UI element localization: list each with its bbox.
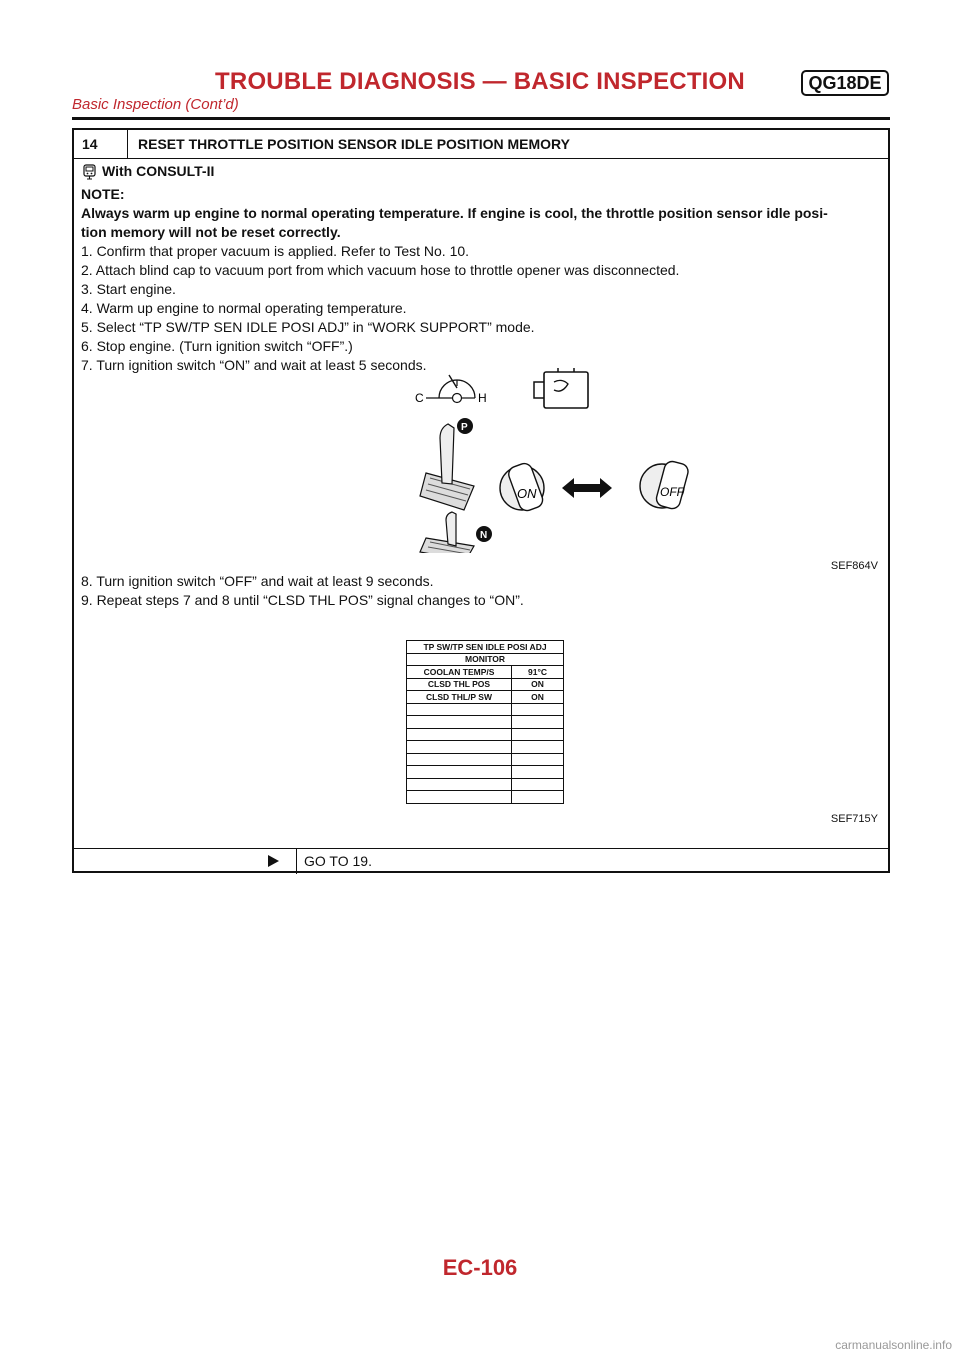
step-number: 14	[82, 136, 98, 152]
shift-lever-p-icon	[420, 418, 474, 510]
header-divider	[72, 117, 890, 120]
monitor-label: COOLAN TEMP/S	[407, 666, 512, 679]
step-header	[74, 130, 888, 159]
step-14-box	[72, 128, 890, 873]
engine-model-badge: QG18DE	[801, 70, 889, 96]
step-item: 9. Repeat steps 7 and 8 until “CLSD THL POS” signal changes to “ON”.	[81, 592, 524, 608]
ignition-sequence-figure	[344, 368, 634, 553]
action-divider	[296, 849, 297, 874]
step-item: 3. Start engine.	[81, 280, 176, 297]
monitor-label: CLSD THL/P SW	[407, 691, 512, 704]
consult-tester-icon	[81, 164, 99, 180]
figure-code-1: SEF864V	[830, 560, 878, 572]
monitor-empty-row	[407, 728, 564, 741]
page-header-title: TROUBLE DIAGNOSIS — BASIC INSPECTION	[215, 68, 745, 95]
note-label: NOTE:	[81, 185, 125, 202]
key-on-label: ON	[517, 486, 537, 501]
monitor-value: ON	[512, 691, 564, 704]
page-subtitle: Basic Inspection (Cont’d)	[72, 96, 239, 113]
shift-n-label: N	[480, 530, 488, 541]
monitor-empty-row	[407, 741, 564, 754]
step-item: 2. Attach blind cap to vacuum port from which vacuum hose to throttle opener was disconnected.	[81, 261, 680, 278]
monitor-empty-row	[407, 778, 564, 791]
step-body-cont	[81, 572, 881, 610]
step-item: 5. Select “TP SW/TP SEN IDLE POSI ADJ” in “WORK SUPPORT” mode.	[81, 318, 535, 335]
site-watermark: carmanualsonline.info	[835, 1338, 952, 1352]
double-arrow-icon	[562, 478, 612, 498]
step-body	[81, 162, 881, 375]
key-off-icon	[630, 456, 705, 516]
monitor-row	[407, 666, 564, 679]
monitor-empty-row	[407, 753, 564, 766]
monitor-label: CLSD THL POS	[407, 678, 512, 691]
consult-monitor-screen	[406, 640, 564, 804]
key-off-label: OFF	[660, 485, 684, 499]
note-text: Always warm up engine to normal operating temperature. If engine is cool, the throttle position sensor idle posi-	[81, 204, 828, 221]
monitor-row	[407, 678, 564, 691]
arrow-right-icon	[268, 855, 279, 867]
gauge-cold-label: C	[415, 391, 424, 405]
shift-p-label: P	[461, 422, 468, 433]
temp-gauge-icon	[415, 375, 487, 405]
key-on-icon	[500, 461, 545, 512]
action-goto[interactable]: GO TO 19.	[304, 853, 372, 869]
gauge-hot-label: H	[478, 391, 487, 405]
monitor-empty-row	[407, 766, 564, 779]
step-item: 8. Turn ignition switch “OFF” and wait at least 9 seconds.	[81, 573, 434, 589]
step-item: 4. Warm up engine to normal operating temperature.	[81, 299, 407, 316]
shift-lever-n-icon	[420, 512, 492, 553]
consult-label	[81, 162, 214, 181]
note-text-cont: tion memory will not be reset correctly.	[81, 223, 341, 240]
monitor-empty-row	[407, 703, 564, 716]
consult-text: With CONSULT-II	[102, 163, 215, 179]
page-number: EC-106	[442, 1255, 518, 1280]
step-item: 7. Turn ignition switch “ON” and wait at least 5 seconds.	[81, 356, 427, 373]
step-title: RESET THROTTLE POSITION SENSOR IDLE POSITION MEMORY	[138, 136, 570, 152]
engine-icon	[534, 368, 588, 408]
action-row	[74, 848, 888, 874]
monitor-row	[407, 691, 564, 704]
monitor-subtitle: MONITOR	[407, 653, 564, 666]
monitor-empty-row	[407, 716, 564, 729]
figure-code-2: SEF715Y	[830, 813, 878, 825]
monitor-value: 91°C	[512, 666, 564, 679]
step-header-divider	[127, 130, 128, 158]
monitor-empty-row	[407, 791, 564, 804]
step-item: 6. Stop engine. (Turn ignition switch “OFF”.)	[81, 337, 353, 354]
step-item: 1. Confirm that proper vacuum is applied. Refer to Test No. 10.	[81, 242, 470, 259]
monitor-value: ON	[512, 678, 564, 691]
monitor-title: TP SW/TP SEN IDLE POSI ADJ	[407, 641, 564, 654]
